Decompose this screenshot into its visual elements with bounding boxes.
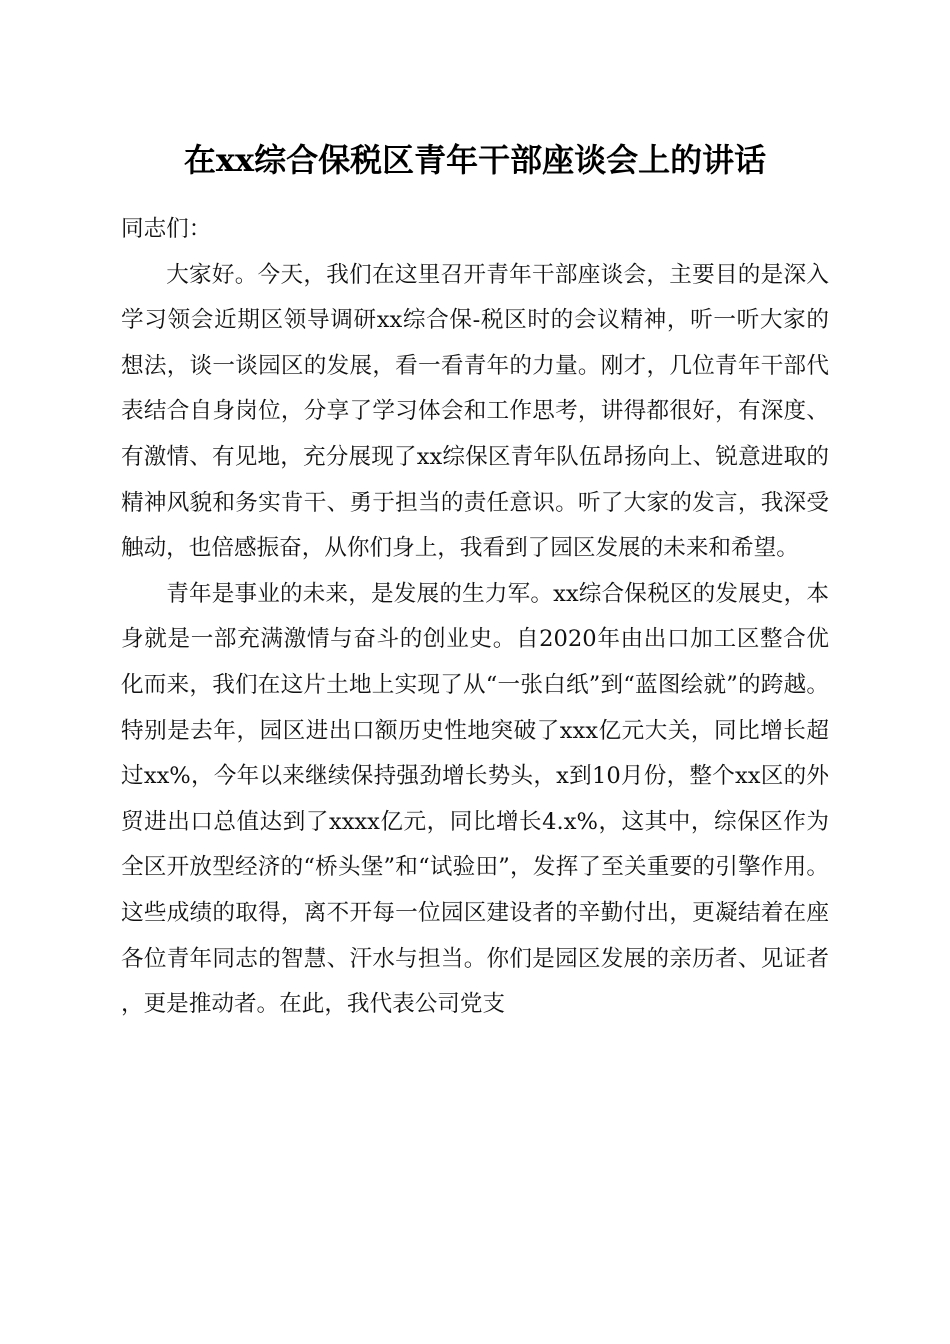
salutation: 同志们： — [121, 216, 212, 242]
document-title: 在xx综合保税区青年干部座谈会上的讲话 — [183, 141, 767, 179]
paragraph-1: 大家好。今天，我们在这里召开青年干部座谈会，主要目的是深入学习领会近期区领导调研xx综合保-税区时的会议精神，听一听大家的想法，谈一谈园区的发展，看一看青年的力量。刚才，几位青年干部代表结合自身岗位，分享了学习体会和工作思考，讲得都很好，有深度、有激情、有见地，充分展现了xx综保区青年队伍昂扬向上、锐意进取的精神风貌和务实肯干、勇于担当的责任意识。听了大家的发言，我深受触动，也倍感振奋，从你们身上，我看到了园区发展的未来和希望。 — [121, 261, 829, 562]
document-body — [121, 207, 829, 1028]
paragraph-2: 青年是事业的未来，是发展的生力军。xx综合保税区的发展史，本身就是一部充满激情与奋斗的创业史。自2020年由出口加工区整合优化而来，我们在这片土地上实现了从“一张白纸”到“蓝图绘就”的跨越。特别是去年，园区进出口额历史性地突破了xxx亿元大关，同比增长超过xx%，今年以来继续保持强劲增长势头，x到10月份，整个xx区的外贸进出口总值达到了xxxx亿元，同比增长4.x%，这其中，综保区作为全区开放型经济的“桥头堡”和“试验田”，发挥了至关重要的引擎作用。这些成绩的取得，离不开每一位园区建设者的辛勤付出，更凝结着在座各位青年同志的智慧、汗水与担当。你们是园区发展的亲历者、见证者，更是推动者。在此，我代表公司党支 — [121, 580, 829, 1018]
